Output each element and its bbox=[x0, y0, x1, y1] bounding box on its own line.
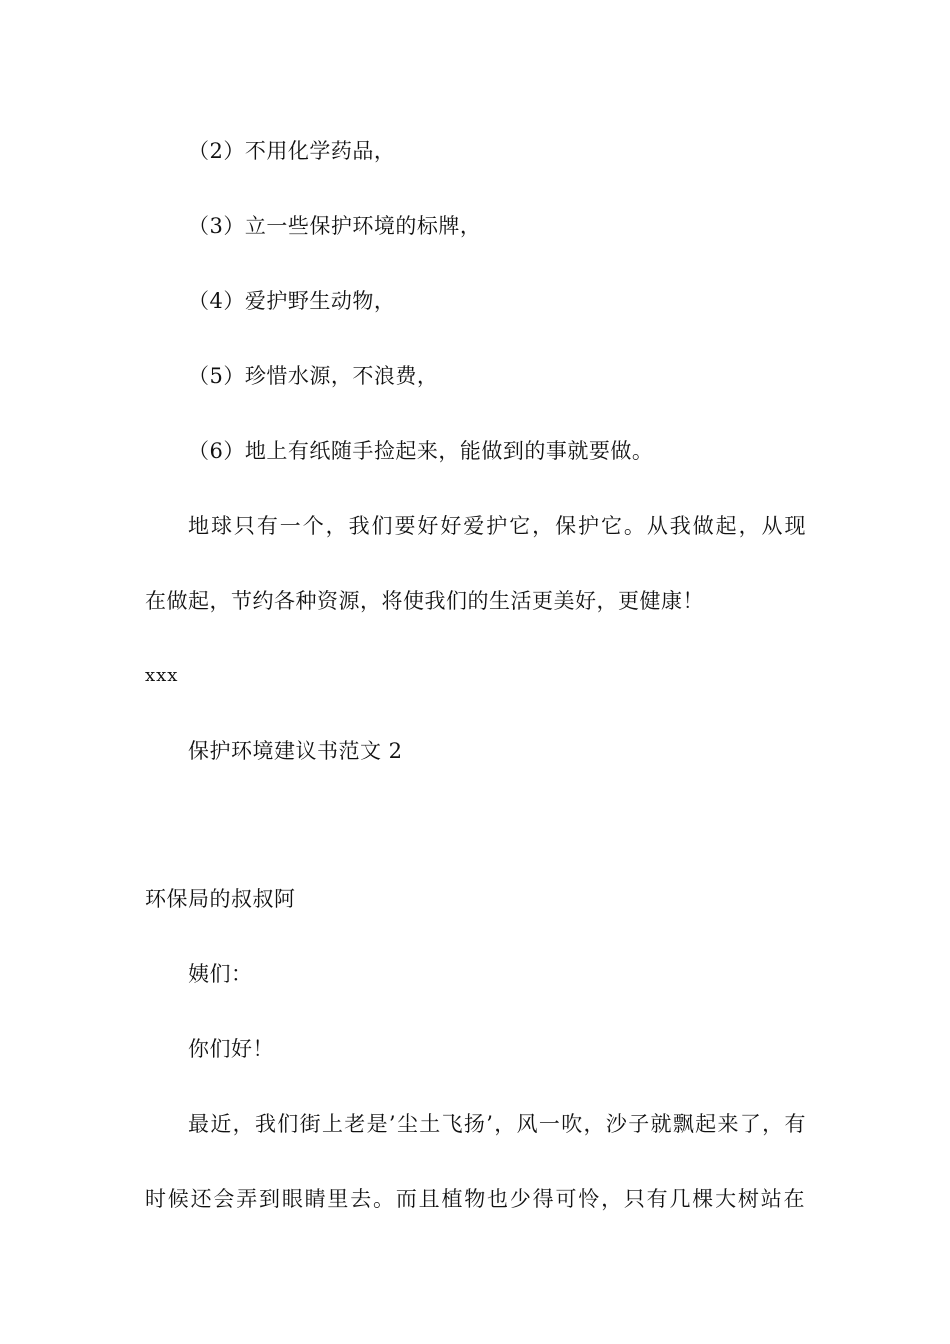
list-item-2: （2）不用化学药品， bbox=[188, 139, 396, 163]
paragraph-line-1: 地球只有一个，我们要好好爱护它，保护它。从我做起，从现 bbox=[188, 514, 806, 538]
list-item-3: （3）立一些保护环境的标牌， bbox=[188, 214, 482, 238]
section-title: 保护环境建议书范文 2 bbox=[188, 739, 403, 763]
list-item-6: （6）地上有纸随手捡起来，能做到的事就要做。 bbox=[188, 439, 654, 463]
salutation-line-2: 姨们： bbox=[188, 962, 253, 986]
body-line-1: 最近，我们街上老是’尘土飞扬’，风一吹，沙子就飘起来了，有 bbox=[188, 1112, 806, 1136]
author-placeholder: xxx bbox=[145, 665, 179, 686]
body-line-2: 时候还会弄到眼睛里去。而且植物也少得可怜，只有几棵大树站在 bbox=[145, 1187, 805, 1211]
greeting-line: 你们好！ bbox=[188, 1037, 274, 1061]
list-item-5: （5）珍惜水源，不浪费， bbox=[188, 364, 439, 388]
paragraph-line-2: 在做起，节约各种资源，将使我们的生活更美好，更健康！ bbox=[145, 589, 704, 613]
salutation-line-1: 环保局的叔叔阿 bbox=[145, 887, 296, 911]
list-item-4: （4）爱护野生动物， bbox=[188, 289, 396, 313]
